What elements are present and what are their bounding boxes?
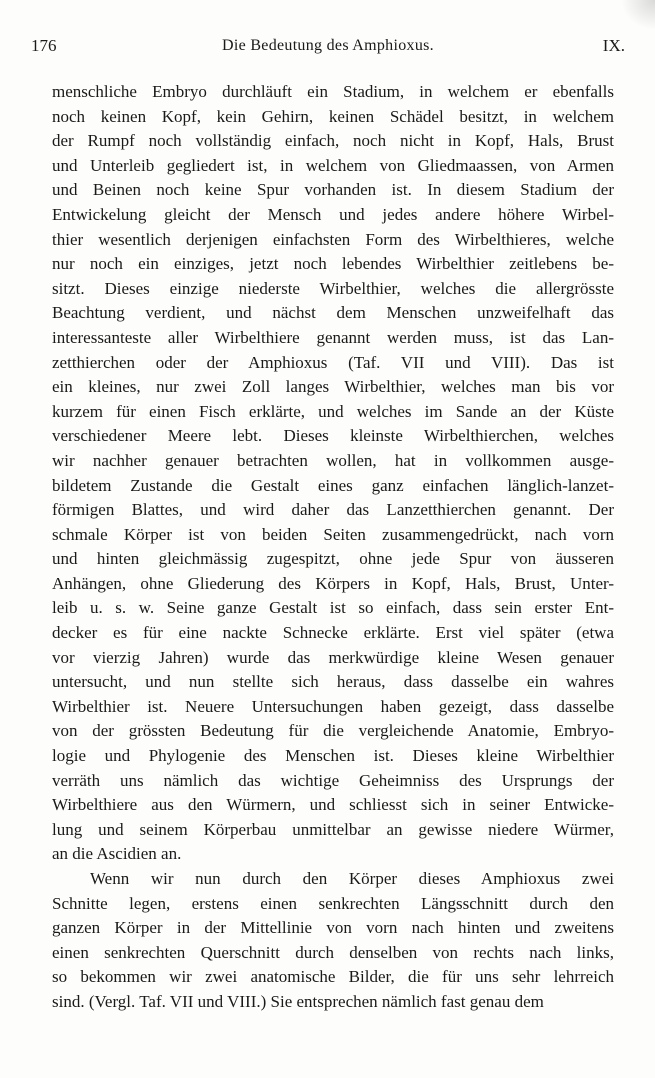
text-line: kurzem für einen Fisch erklärte, und welches im Sande an der Küste xyxy=(52,401,614,421)
text-line: und Unterleib gegliedert ist, in welchem von Gliedmaassen, von Armen xyxy=(52,155,614,175)
text-line: Anhängen, ohne Gliederung des Körpers in Kopf, Hals, Brust, Unter- xyxy=(52,573,614,593)
text-line: ganzen Körper in der Mittellinie von vorn nach hinten und zweitens xyxy=(52,918,614,938)
text-line: leib u. s. w. Seine ganze Gestalt ist so einfach, dass sein erster Ent- xyxy=(52,598,614,618)
body-text xyxy=(52,80,614,1015)
text-line: logie und Phylogenie des Menschen ist. Dieses kleine Wirbelthier xyxy=(52,746,614,766)
text-line: interessanteste aller Wirbelthiere genannt werden muss, ist das Lan- xyxy=(52,327,614,347)
text-line: so bekommen wir zwei anatomische Bilder, die für uns sehr lehrreich xyxy=(52,967,614,987)
text-line: Wirbelthiere aus den Würmern, und schliesst sich in seiner Entwicke- xyxy=(52,795,614,815)
text-line: verschiedener Meere lebt. Dieses kleinste Wirbelthierchen, welches xyxy=(52,426,614,446)
text-line: Beachtung verdient, und nächst dem Menschen unzweifelhaft das xyxy=(52,303,614,323)
text-line: Wenn wir nun durch den Körper dieses Amphioxus zwei xyxy=(90,869,614,888)
text-line: sitzt. Dieses einzige niederste Wirbelthier, welches die allergrösste xyxy=(52,278,614,298)
text-line: thier wesentlich derjenigen einfachsten Form des Wirbelthieres, welche xyxy=(52,229,614,249)
running-title: Die Bedeutung des Amphioxus. xyxy=(222,37,434,54)
text-line: einen senkrechten Querschnitt durch denselben von rechts nach links, xyxy=(52,942,614,962)
text-line: förmigen Blattes, und wird daher das Lanzetthierchen genannt. Der xyxy=(52,500,614,520)
page-number: 176 xyxy=(31,36,57,55)
text-line: von der grössten Bedeutung für die vergleichende Anatomie, Embryo- xyxy=(52,721,614,741)
running-head xyxy=(31,36,625,60)
text-line: lung und seinem Körperbau unmittelbar an gewisse niedere Würmer, xyxy=(52,819,614,839)
text-line: der Rumpf noch vollständig einfach, noch nicht in Kopf, Hals, Brust xyxy=(52,131,614,151)
text-line: untersucht, und nun stellte sich heraus, dass dasselbe ein wahres xyxy=(52,672,614,692)
text-line: verräth uns nämlich das wichtige Geheimniss des Ursprungs der xyxy=(52,770,614,790)
text-line: decker es für eine nackte Schnecke erklärte. Erst viel später (etwa xyxy=(52,623,614,643)
scan-corner-shadow xyxy=(621,0,655,30)
paragraph xyxy=(52,80,614,867)
text-line: und Beinen noch keine Spur vorhanden ist. In diesem Stadium der xyxy=(52,180,614,200)
text-line: Wirbelthier ist. Neuere Untersuchungen haben gezeigt, dass dasselbe xyxy=(52,696,614,716)
text-line: nur noch ein einziges, jetzt noch lebendes Wirbelthier zeitlebens be- xyxy=(52,254,614,274)
text-line: noch keinen Kopf, kein Gehirn, keinen Schädel besitzt, in welchem xyxy=(52,106,614,126)
text-line: wir nachher genauer betrachten wollen, hat in vollkommen ausge- xyxy=(52,450,614,470)
chapter-number: IX. xyxy=(602,36,625,55)
text-line: sind. (Vergl. Taf. VII und VIII.) Sie entsprechen nämlich fast genau dem xyxy=(52,991,544,1011)
text-line: zetthierchen oder der Amphioxus (Taf. VII und VIII). Das ist xyxy=(52,352,614,372)
text-line: und hinten gleichmässig zugespitzt, ohne jede Spur von äusseren xyxy=(52,549,614,569)
paragraph xyxy=(52,867,614,1015)
text-line: an die Ascidien an. xyxy=(52,844,182,864)
text-line: menschliche Embryo durchläuft ein Stadium, in welchem er ebenfalls xyxy=(52,82,614,101)
text-line: schmale Körper ist von beiden Seiten zusammengedrückt, nach vorn xyxy=(52,524,614,544)
text-line: bildetem Zustande die Gestalt eines ganz einfachen länglich-lanzet- xyxy=(52,475,614,495)
text-line: vor vierzig Jahren) wurde das merkwürdige kleine Wesen genauer xyxy=(52,647,614,667)
text-line: Entwickelung gleicht der Mensch und jedes andere höhere Wirbel- xyxy=(52,204,614,224)
text-line: ein kleines, nur zwei Zoll langes Wirbelthier, welches man bis vor xyxy=(52,377,614,397)
text-line: Schnitte legen, erstens einen senkrechten Längsschnitt durch den xyxy=(52,893,614,913)
